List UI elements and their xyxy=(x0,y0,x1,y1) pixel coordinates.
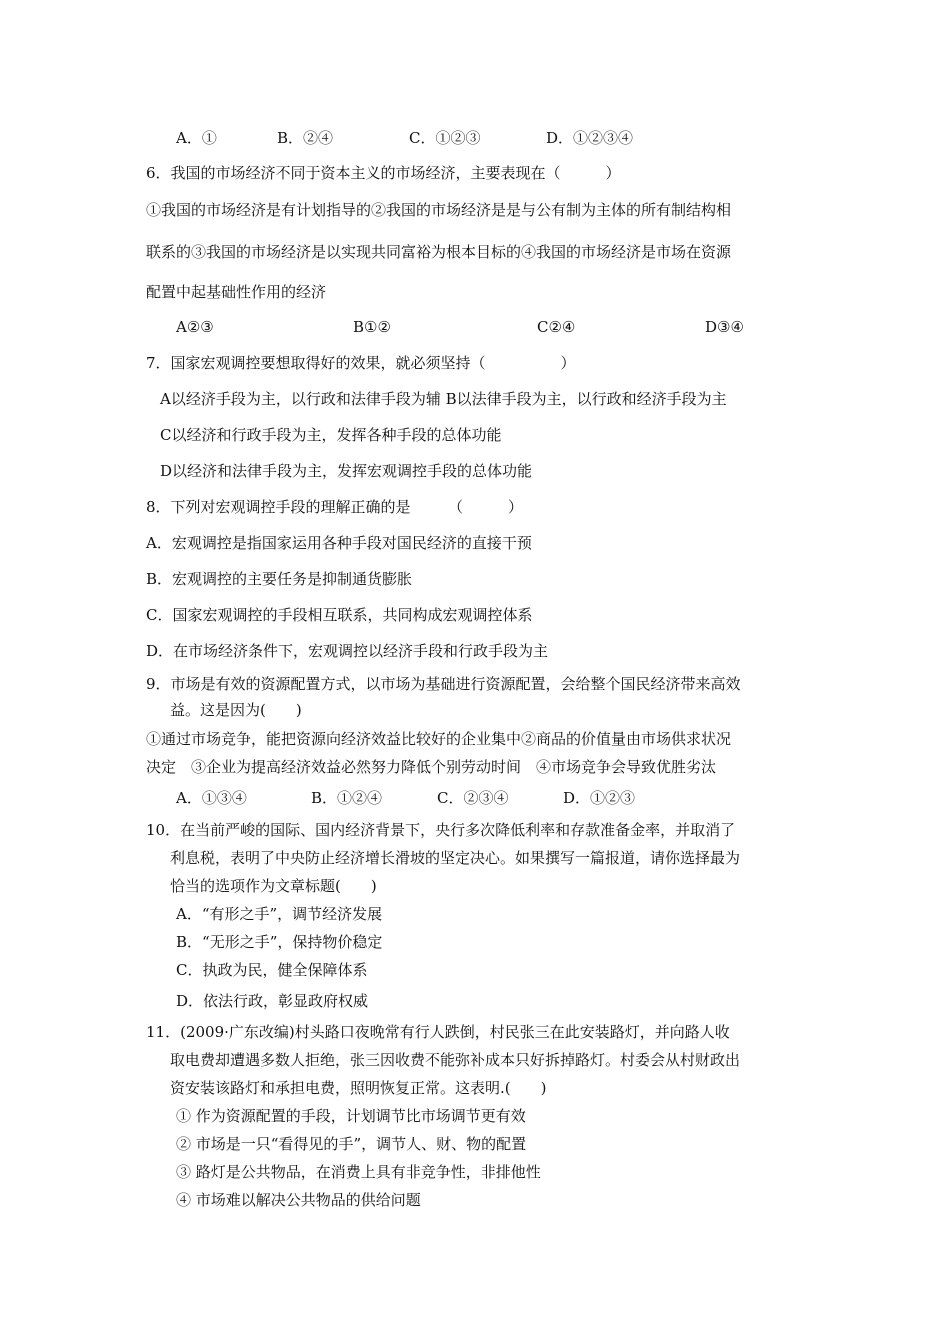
q6-option-b: B①② xyxy=(353,318,391,336)
q6-line-3: 配置中起基础性作用的经济 xyxy=(146,283,327,301)
q6-option-d: D③④ xyxy=(705,318,744,336)
q9-line-2: 决定 ③企业为提高经济效益必然努力降低个别劳动时间 ④市场竞争会导致优胜劣汰 xyxy=(146,758,717,776)
q9-stem-2: 益。这是因为( ) xyxy=(170,701,302,719)
q6-option-a: A②③ xyxy=(176,318,214,336)
q7-option-d: D以经济和法律手段为主，发挥宏观调控手段的总体功能 xyxy=(160,462,533,480)
q6-line-2: 联系的③我国的市场经济是以实现共同富裕为根本目标的④我国的市场经济是市场在资源 xyxy=(146,243,732,261)
q11-option-1: ① 作为资源配置的手段，计划调节比市场调节更有效 xyxy=(176,1107,526,1125)
q10-option-b: B．“无形之手”，保持物价稳定 xyxy=(176,933,383,951)
q6-stem: 6．我国的市场经济不同于资本主义的市场经济，主要表现在（ ） xyxy=(146,164,621,182)
q9-option-d: D．①②③ xyxy=(563,789,636,807)
q7-option-ab: A以经济手段为主，以行政和法律手段为辅 B以法律手段为主，以行政和经济手段为主 xyxy=(160,390,727,408)
q9-option-c: C．②③④ xyxy=(437,789,509,807)
q11-option-3: ③ 路灯是公共物品，在消费上具有非竞争性，非排他性 xyxy=(176,1163,541,1181)
q9-option-b: B．①②④ xyxy=(311,789,383,807)
q9-line-1: ①通过市场竞争，能把资源向经济效益比较好的企业集中②商品的价值量由市场供求状况 xyxy=(146,730,732,748)
q11-option-2: ② 市场是一只“看得见的手”，调节人、财、物的配置 xyxy=(176,1135,527,1153)
q5-option-b: B．②④ xyxy=(277,129,334,147)
q8-option-d: D．在市场经济条件下，宏观调控以经济手段和行政手段为主 xyxy=(146,642,549,660)
q11-stem-1: 11．(2009·广东改编)村头路口夜晚常有行人跌倒，村民张三在此安装路灯，并向路人收 xyxy=(146,1023,730,1041)
q8-stem: 8．下列对宏观调控手段的理解正确的是 （ ） xyxy=(146,498,524,516)
q8-option-b: B．宏观调控的主要任务是抑制通货膨胀 xyxy=(146,570,413,588)
q8-option-c: C．国家宏观调控的手段相互联系，共同构成宏观调控体系 xyxy=(146,606,533,624)
q10-stem-1: 10．在当前严峻的国际、国内经济背景下，央行多次降低利率和存款准备金率，并取消了 xyxy=(146,821,736,839)
q11-option-4: ④ 市场难以解决公共物品的供给问题 xyxy=(176,1191,421,1209)
q10-option-a: A．“有形之手”，调节经济发展 xyxy=(176,905,383,923)
q5-option-a: A．① xyxy=(176,129,217,147)
q7-stem: 7．国家宏观调控要想取得好的效果，就必须坚持（ ） xyxy=(146,354,576,372)
q6-line-1: ①我国的市场经济是有计划指导的②我国的市场经济是是与公有制为主体的所有制结构相 xyxy=(146,201,732,219)
q9-stem-1: 9．市场是有效的资源配置方式，以市场为基础进行资源配置，会给整个国民经济带来高效 xyxy=(146,675,741,693)
q10-option-d: D．依法行政，彰显政府权威 xyxy=(176,992,369,1010)
q11-stem-2: 取电费却遭遇多数人拒绝，张三因收费不能弥补成本只好拆掉路灯。村委会从村财政出 xyxy=(170,1051,741,1069)
q11-stem-3: 资安装该路灯和承担电费，照明恢复正常。这表明.( ) xyxy=(170,1079,547,1097)
q9-option-a: A．①③④ xyxy=(176,789,247,807)
q5-option-c: C．①②③ xyxy=(409,129,481,147)
q10-stem-3: 恰当的选项作为文章标题( ) xyxy=(170,877,377,895)
q8-option-a: A．宏观调控是指国家运用各种手段对国民经济的直接干预 xyxy=(146,534,532,552)
q10-stem-2: 利息税，表明了中央防止经济增长滑坡的坚定决心。如果撰写一篇报道，请你选择最为 xyxy=(170,849,741,867)
q7-option-c: C以经济和行政手段为主，发挥各种手段的总体功能 xyxy=(160,426,502,444)
q10-option-c: C．执政为民，健全保障体系 xyxy=(176,961,368,979)
q6-option-c: C②④ xyxy=(537,318,576,336)
q5-option-d: D．①②③④ xyxy=(546,129,634,147)
